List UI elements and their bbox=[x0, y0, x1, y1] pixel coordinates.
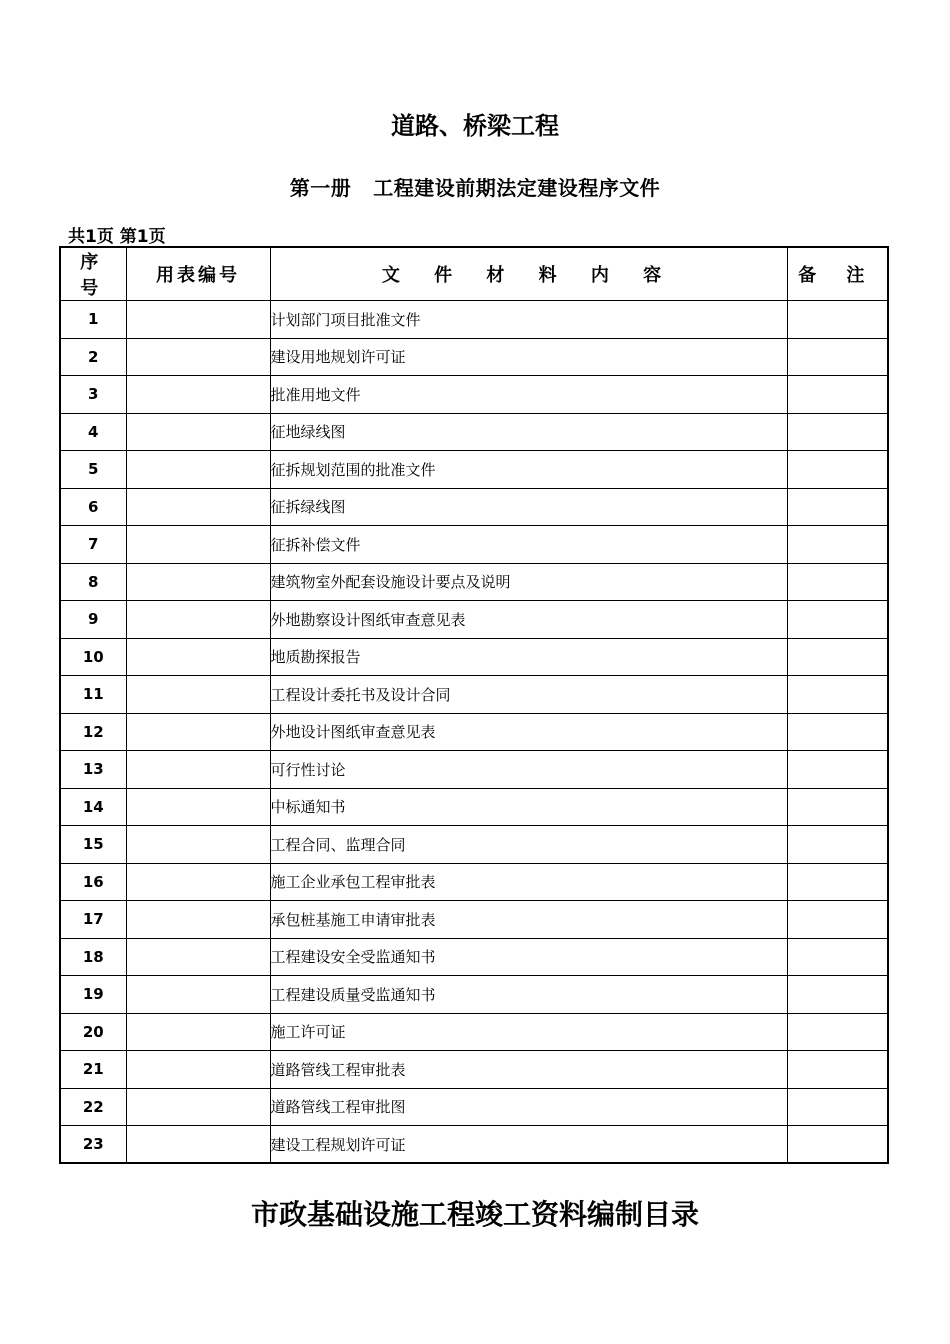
row-content: 承包桩基施工申请审批表 bbox=[270, 901, 787, 939]
row-form-no bbox=[126, 563, 270, 601]
row-content: 征拆补偿文件 bbox=[270, 526, 787, 564]
row-content: 可行性讨论 bbox=[270, 751, 787, 789]
row-no: 12 bbox=[60, 713, 126, 751]
row-form-no bbox=[126, 413, 270, 451]
row-note bbox=[787, 488, 888, 526]
row-content: 道路管线工程审批图 bbox=[270, 1088, 787, 1126]
row-content: 外地勘察设计图纸审查意见表 bbox=[270, 601, 787, 639]
row-content: 工程设计委托书及设计合同 bbox=[270, 676, 787, 714]
row-no: 17 bbox=[60, 901, 126, 939]
header-note: 备 注 bbox=[787, 247, 888, 301]
row-note bbox=[787, 413, 888, 451]
table-row bbox=[60, 826, 888, 864]
row-no: 14 bbox=[60, 788, 126, 826]
table-row bbox=[60, 938, 888, 976]
row-note bbox=[787, 638, 888, 676]
row-content: 工程合同、监理合同 bbox=[270, 826, 787, 864]
table-row bbox=[60, 976, 888, 1014]
row-form-no bbox=[126, 938, 270, 976]
row-no: 15 bbox=[60, 826, 126, 864]
main-title: 道路、桥梁工程 bbox=[391, 112, 559, 140]
row-no: 22 bbox=[60, 1088, 126, 1126]
row-no: 7 bbox=[60, 526, 126, 564]
row-content: 施工企业承包工程审批表 bbox=[270, 863, 787, 901]
row-no: 21 bbox=[60, 1051, 126, 1089]
row-content: 建设工程规划许可证 bbox=[270, 1126, 787, 1164]
row-note bbox=[787, 301, 888, 339]
row-note bbox=[787, 338, 888, 376]
row-note bbox=[787, 976, 888, 1014]
row-content: 中标通知书 bbox=[270, 788, 787, 826]
table-row bbox=[60, 751, 888, 789]
table-row bbox=[60, 451, 888, 489]
row-form-no bbox=[126, 1051, 270, 1089]
row-content: 征拆绿线图 bbox=[270, 488, 787, 526]
row-no: 23 bbox=[60, 1126, 126, 1164]
row-no: 6 bbox=[60, 488, 126, 526]
row-note bbox=[787, 601, 888, 639]
row-no: 20 bbox=[60, 1013, 126, 1051]
row-content: 施工许可证 bbox=[270, 1013, 787, 1051]
header-no: 序 号 bbox=[60, 247, 126, 301]
row-form-no bbox=[126, 863, 270, 901]
row-no: 10 bbox=[60, 638, 126, 676]
row-no: 2 bbox=[60, 338, 126, 376]
row-no: 8 bbox=[60, 563, 126, 601]
row-form-no bbox=[126, 788, 270, 826]
row-content: 计划部门项目批准文件 bbox=[270, 301, 787, 339]
table-row bbox=[60, 901, 888, 939]
row-note bbox=[787, 1126, 888, 1164]
row-note bbox=[787, 1013, 888, 1051]
volume-label: 第一册 bbox=[289, 176, 352, 200]
row-form-no bbox=[126, 376, 270, 414]
table-row bbox=[60, 338, 888, 376]
row-content: 外地设计图纸审查意见表 bbox=[270, 713, 787, 751]
catalog-table bbox=[59, 246, 889, 1164]
row-form-no bbox=[126, 601, 270, 639]
row-note bbox=[787, 1088, 888, 1126]
table-row bbox=[60, 413, 888, 451]
row-form-no bbox=[126, 976, 270, 1014]
row-note bbox=[787, 676, 888, 714]
table-row bbox=[60, 526, 888, 564]
row-content: 道路管线工程审批表 bbox=[270, 1051, 787, 1089]
table-row bbox=[60, 1088, 888, 1126]
table-row bbox=[60, 563, 888, 601]
row-content: 征拆规划范围的批准文件 bbox=[270, 451, 787, 489]
row-no: 13 bbox=[60, 751, 126, 789]
row-note bbox=[787, 788, 888, 826]
row-content: 建筑物室外配套设施设计要点及说明 bbox=[270, 563, 787, 601]
row-no: 1 bbox=[60, 301, 126, 339]
row-content: 征地绿线图 bbox=[270, 413, 787, 451]
row-form-no bbox=[126, 751, 270, 789]
row-no: 19 bbox=[60, 976, 126, 1014]
row-form-no bbox=[126, 713, 270, 751]
row-no: 5 bbox=[60, 451, 126, 489]
row-note bbox=[787, 526, 888, 564]
row-form-no bbox=[126, 1088, 270, 1126]
row-note bbox=[787, 863, 888, 901]
table-row bbox=[60, 1126, 888, 1164]
row-form-no bbox=[126, 1126, 270, 1164]
row-note bbox=[787, 751, 888, 789]
row-note bbox=[787, 901, 888, 939]
header-form-no: 用表编号 bbox=[126, 247, 270, 301]
table-row bbox=[60, 788, 888, 826]
row-form-no bbox=[126, 826, 270, 864]
table-row bbox=[60, 1013, 888, 1051]
row-form-no bbox=[126, 451, 270, 489]
table-row bbox=[60, 676, 888, 714]
row-form-no bbox=[126, 301, 270, 339]
row-note bbox=[787, 1051, 888, 1089]
table-row bbox=[60, 601, 888, 639]
table-row bbox=[60, 863, 888, 901]
footer-title: 市政基础设施工程竣工资料编制目录 bbox=[250, 1198, 699, 1231]
page-info: 共1页 第1页 bbox=[68, 227, 166, 247]
row-content: 地质勘探报告 bbox=[270, 638, 787, 676]
row-no: 4 bbox=[60, 413, 126, 451]
row-content: 工程建设质量受监通知书 bbox=[270, 976, 787, 1014]
table-row bbox=[60, 713, 888, 751]
row-note bbox=[787, 938, 888, 976]
table-row bbox=[60, 1051, 888, 1089]
row-form-no bbox=[126, 638, 270, 676]
row-form-no bbox=[126, 676, 270, 714]
row-no: 16 bbox=[60, 863, 126, 901]
row-note bbox=[787, 826, 888, 864]
row-content: 建设用地规划许可证 bbox=[270, 338, 787, 376]
row-form-no bbox=[126, 338, 270, 376]
table-row bbox=[60, 638, 888, 676]
row-form-no bbox=[126, 1013, 270, 1051]
table-row bbox=[60, 376, 888, 414]
row-no: 11 bbox=[60, 676, 126, 714]
header-content: 文 件 材 料 内 容 bbox=[270, 247, 787, 301]
row-no: 18 bbox=[60, 938, 126, 976]
row-note bbox=[787, 713, 888, 751]
row-no: 9 bbox=[60, 601, 126, 639]
volume-name: 工程建设前期法定建设程序文件 bbox=[373, 176, 661, 200]
row-no: 3 bbox=[60, 376, 126, 414]
table-row bbox=[60, 301, 888, 339]
row-form-no bbox=[126, 901, 270, 939]
row-content: 批准用地文件 bbox=[270, 376, 787, 414]
sub-title bbox=[0, 172, 950, 201]
table-row bbox=[60, 488, 888, 526]
row-content: 工程建设安全受监通知书 bbox=[270, 938, 787, 976]
table-header-row bbox=[60, 247, 888, 301]
row-note bbox=[787, 376, 888, 414]
row-form-no bbox=[126, 488, 270, 526]
row-note bbox=[787, 563, 888, 601]
row-form-no bbox=[126, 526, 270, 564]
row-note bbox=[787, 451, 888, 489]
